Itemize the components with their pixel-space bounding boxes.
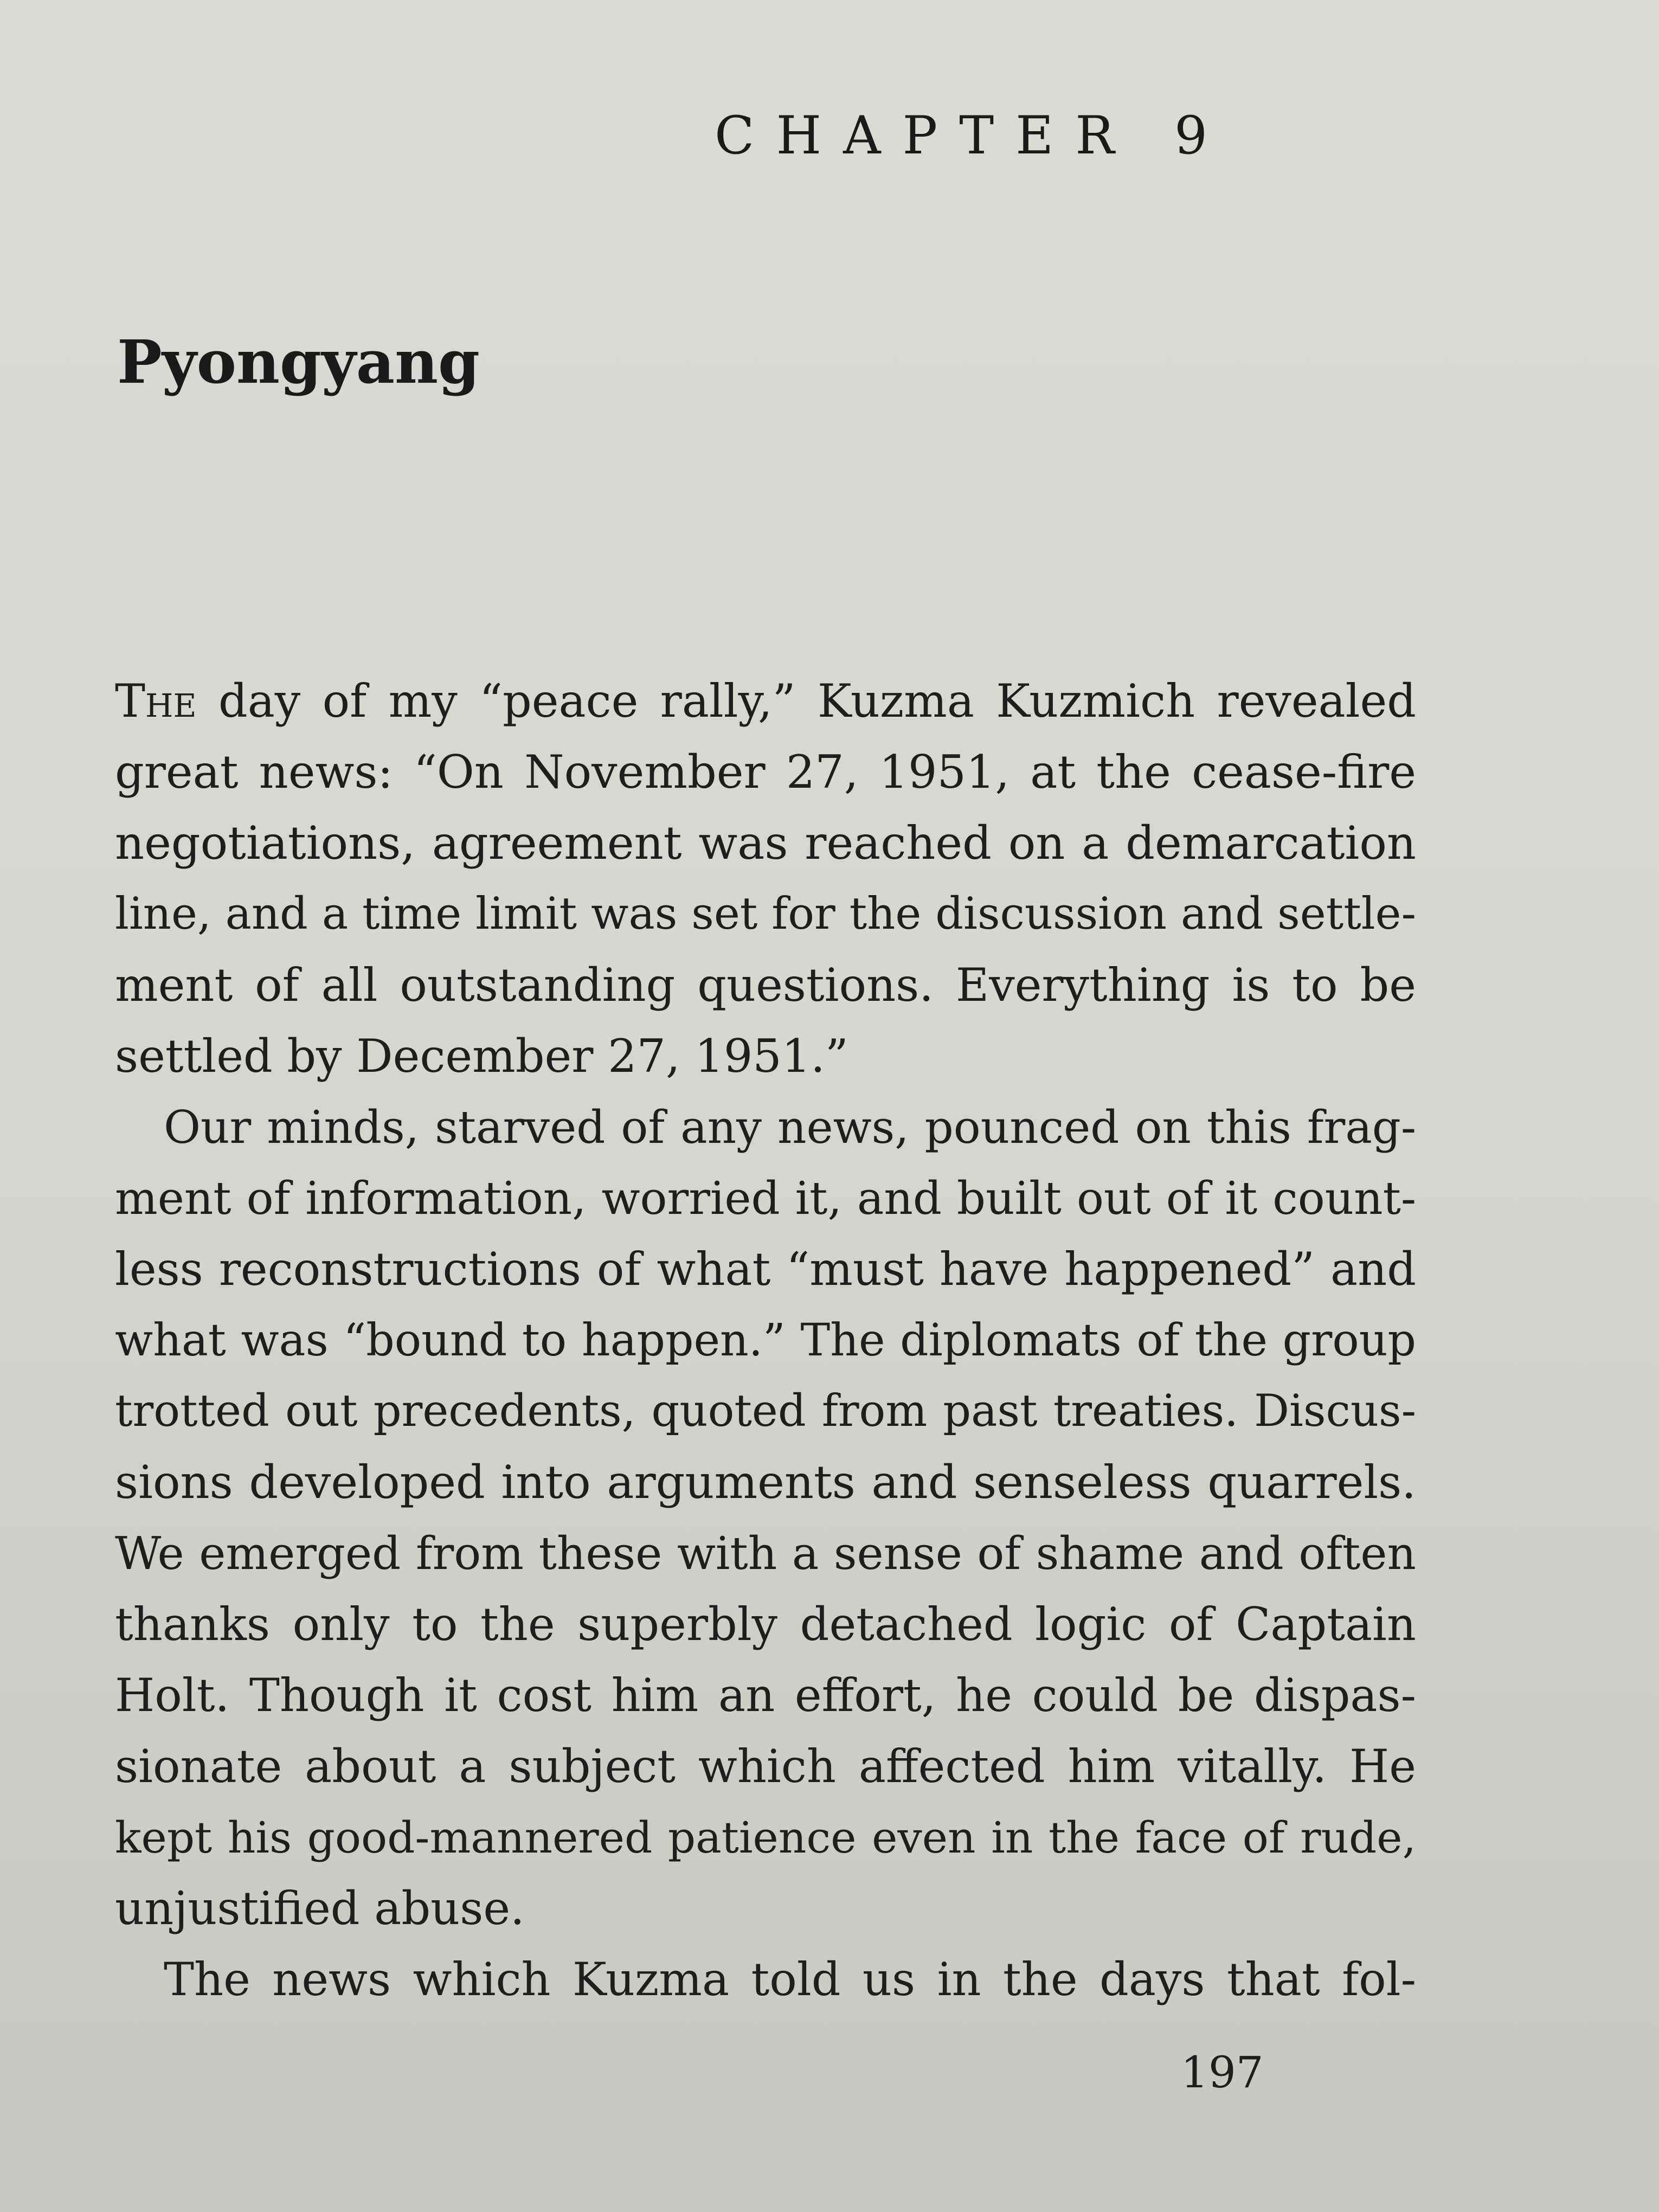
text-line: The news which Kuzma told us in the days that fol- xyxy=(164,1953,1416,2006)
paragraph-2 xyxy=(115,1092,1416,1944)
text-line: what was “bound to happen.” The diplomats of the group xyxy=(115,1315,1416,1366)
text-line: trotted out precedents, quoted from past treaties. Discus- xyxy=(115,1386,1416,1437)
page-number: 197 xyxy=(1181,2047,1264,2098)
chapter-title: Pyongyang xyxy=(117,327,480,397)
text-line: line, and a time limit was set for the discussion and settle- xyxy=(115,889,1416,940)
text-line: We emerged from these with a sense of shame and often xyxy=(115,1527,1416,1580)
text-line: Our minds, starved of any news, pounced on this frag- xyxy=(164,1101,1416,1154)
text-line: sions developed into arguments and senseless quarrels. xyxy=(115,1456,1416,1509)
paragraph-3 xyxy=(115,1944,1416,2015)
chapter-label: CHAPTER 9 xyxy=(715,105,1230,166)
body-text xyxy=(115,666,1416,2015)
text-line: great news: “On November 27, 1951, at the cease-fire xyxy=(115,745,1416,799)
line-text: day of my “peace rally,” Kuzma Kuzmich revealed xyxy=(218,674,1416,728)
text-line: unjustified abuse. xyxy=(115,1882,525,1935)
text-line: sionate about a subject which affected him vitally. He xyxy=(115,1740,1416,1793)
text-line xyxy=(115,666,1416,737)
paragraph-1 xyxy=(115,666,1416,1092)
text-line: less reconstructions of what “must have happened” and xyxy=(115,1243,1416,1296)
text-line: kept his good-mannered patience even in the face of rude, xyxy=(115,1812,1416,1863)
text-line: ment of all outstanding questions. Everything is to be xyxy=(115,959,1416,1012)
text-line: thanks only to the superbly detached logic of Captain xyxy=(115,1598,1416,1651)
text-line: settled by December 27, 1951.” xyxy=(115,1030,848,1083)
lead-word: The xyxy=(115,674,197,728)
text-line: negotiations, agreement was reached on a demarcation xyxy=(115,816,1416,870)
text-line: ment of information, worried it, and built out of it count- xyxy=(115,1172,1416,1225)
text-line: Holt. Though it cost him an effort, he could be dispas- xyxy=(115,1669,1416,1722)
